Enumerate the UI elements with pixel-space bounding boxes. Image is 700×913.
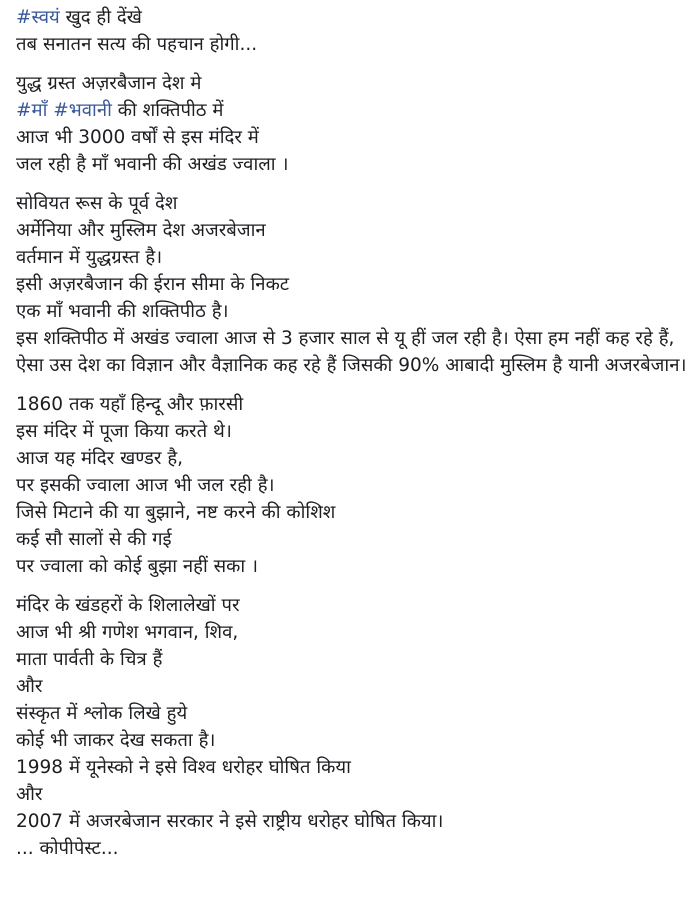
paragraph-1 (16, 4, 690, 58)
text-line: 1860 तक यहाँ हिन्दू और फ़ारसी (16, 394, 244, 415)
text-line: आज भी 3000 वर्षों से इस मंदिर में (16, 127, 259, 148)
text-line: युद्ध ग्रस्त अज़रबैजान देश मे (16, 73, 202, 94)
paragraph-4 (16, 391, 690, 580)
text-line: जिसे मिटाने की या बुझाने, नष्ट करने की कोशिश (16, 502, 336, 523)
text-line: ... कोपीपेस्ट... (16, 838, 119, 859)
paragraph-5 (16, 592, 690, 862)
text-line: जल रही है माँ भवानी की अखंड ज्वाला । (16, 154, 289, 175)
text-line: तब सनातन सत्य की पहचान होगी... (16, 34, 258, 55)
text-line: कोई भी जाकर देख सकता है। (16, 730, 216, 751)
text-line: अर्मेनिया और मुस्लिम देश अजरबेजान (16, 220, 266, 241)
paragraph-3 (16, 190, 690, 379)
text-line: आज यह मंदिर खण्डर है, (16, 448, 184, 469)
text-line: आज भी श्री गणेश भगवान, शिव, (16, 622, 239, 643)
text-line: 2007 में अजरबेजान सरकार ने इसे राष्ट्रीय धरोहर घोषित किया। (16, 811, 444, 832)
hashtag-link[interactable]: #माँ (16, 100, 48, 121)
text-line: इस शक्तिपीठ में अखंड ज्वाला आज से 3 हजार साल से यू हीं जल रही है। ऐसा हम नहीं कह रहे हैं, ऐसा उस देश का विज्ञान और वैज्ञानिक कह रहे हैं जिसकी 90% आबादी मुस्लिम है यानी अजरबेजान। (16, 328, 687, 376)
text-line: और (16, 784, 43, 805)
text-line: #माँ #भवानी की शक्तिपीठ में (16, 100, 224, 121)
text-line: पर ज्वाला को कोई बुझा नहीं सका । (16, 556, 259, 577)
text-line: माता पार्वती के चित्र हैं (16, 649, 163, 670)
hashtag-link[interactable]: #भवानी (47, 100, 112, 121)
text-line: पर इसकी ज्वाला आज भी जल रही है। (16, 475, 275, 496)
text-line: एक माँ भवानी की शक्तिपीठ है। (16, 301, 229, 322)
paragraph-2 (16, 70, 690, 178)
hashtag-link[interactable]: #स्वयं (16, 7, 60, 28)
text-line: मंदिर के खंडहरों के शिलालेखों पर (16, 595, 240, 616)
text-line: इसी अज़रबैजान की ईरान सीमा के निकट (16, 274, 290, 295)
text-line: इस मंदिर में पूजा किया करते थे। (16, 421, 232, 442)
text-line: सोवियत रूस के पूर्व देश (16, 193, 178, 214)
text-line: संस्कृत में श्लोक लिखे हुये (16, 703, 188, 724)
text-line: कई सौ सालों से की गई (16, 529, 172, 550)
text-line: वर्तमान में युद्धग्रस्त है। (16, 247, 163, 268)
text-line: 1998 में यूनेस्को ने इसे विश्व धरोहर घोषित किया (16, 757, 351, 778)
text-line: #स्वयं खुद ही देंखे (16, 7, 142, 28)
text-line: और (16, 676, 43, 697)
post-body (16, 4, 690, 874)
